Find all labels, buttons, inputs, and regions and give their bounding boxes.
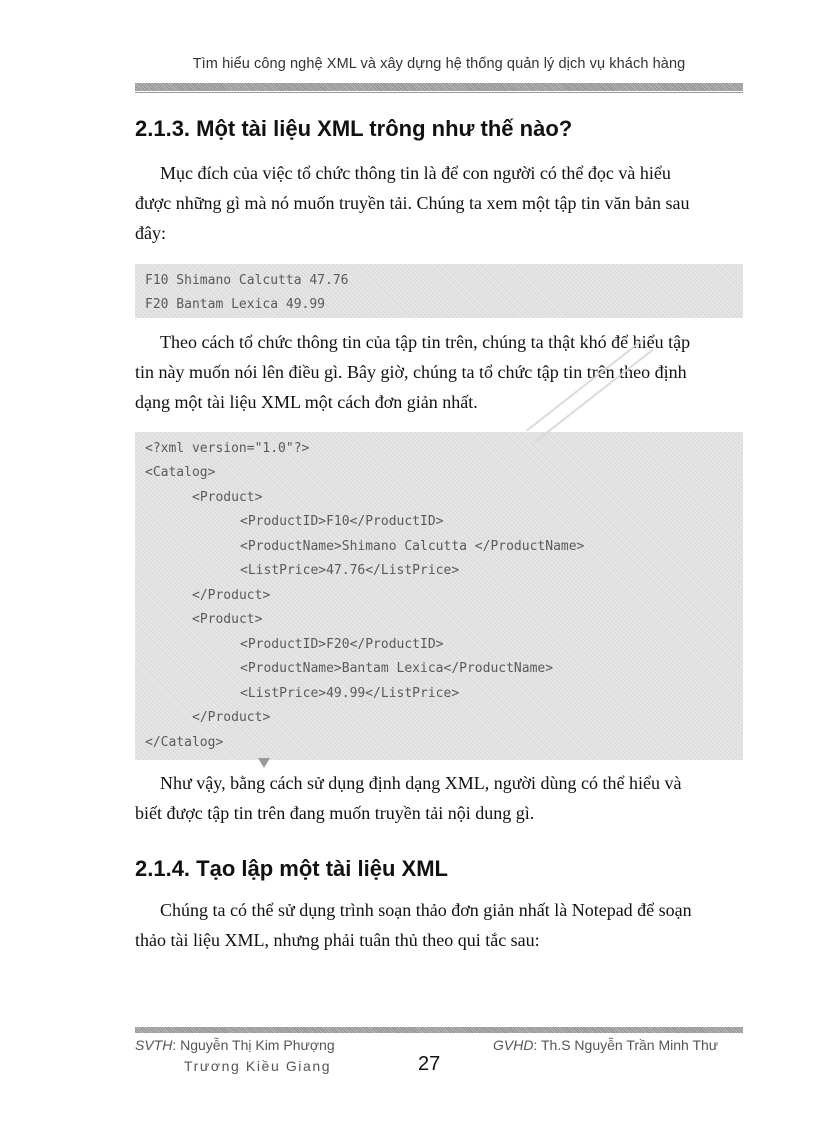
paragraph-line: tin này muốn nói lên điều gì. Bây giờ, chúng ta tổ chức tập tin trên theo định [135, 362, 687, 382]
paragraph-explanation [135, 327, 743, 417]
code-line: <ListPrice>47.76</ListPrice> [240, 563, 460, 578]
footer-svth-name2: Trương Kiều Giang [184, 1058, 332, 1074]
code-line: <ListPrice>49.99</ListPrice> [240, 686, 460, 701]
paragraph-line: dạng một tài liệu XML một cách đơn giản nhất. [135, 392, 478, 412]
code-line: </Product> [192, 710, 271, 725]
paragraph-line: Theo cách tổ chức thông tin của tập tin trên, chúng ta thật khó để hiểu tập [160, 332, 691, 352]
code-line: </Catalog> [145, 735, 224, 750]
page-number: 27 [418, 1053, 441, 1075]
section-heading-2-1-3: 2.1.3. Một tài liệu XML trông như thế nào? [135, 116, 573, 141]
paragraph-notepad [135, 895, 743, 955]
paragraph-line: Mục đích của việc tổ chức thông tin là để con người có thể đọc và hiểu [160, 163, 671, 183]
section-heading-2-1-4: 2.1.4. Tạo lập một tài liệu XML [135, 856, 448, 881]
footer-gvhd-label: GVHD [493, 1037, 534, 1053]
paragraph-conclusion [135, 768, 743, 828]
running-header: Tìm hiểu công nghệ XML và xây dựng hệ thống quản lý dịch vụ khách hàng [192, 56, 686, 72]
header-rule [135, 83, 743, 91]
code-line: <Catalog> [145, 465, 216, 480]
code-line: <Product> [192, 490, 263, 505]
footer-gvhd-name: : Th.S Nguyễn Trần Minh Thư [533, 1037, 719, 1053]
paragraph-line: thảo tài liệu XML, nhưng phải tuân thủ theo qui tắc sau: [135, 930, 540, 950]
code-block-xml [135, 432, 743, 760]
paragraph-line: được những gì mà nó muốn truyền tải. Chúng ta xem một tập tin văn bản sau [135, 193, 690, 213]
watermark-mark [258, 758, 270, 768]
footer-gvhd [493, 1037, 718, 1053]
footer-svth [135, 1037, 335, 1053]
code-line: F10 Shimano Calcutta 47.76 [145, 273, 349, 288]
code-line: <Product> [192, 612, 263, 627]
code-line: <ProductName>Shimano Calcutta </ProductName> [240, 539, 585, 554]
footer-svth-name: : Nguyễn Thị Kim Phượng [172, 1037, 335, 1053]
paragraph-intro [135, 158, 743, 248]
paragraph-line: biết được tập tin trên đang muốn truyền tải nội dung gì. [135, 803, 535, 823]
code-line: <?xml version="1.0"?> [145, 441, 310, 456]
code-block-plain-text [135, 264, 743, 318]
footer-svth-label: SVTH [135, 1037, 173, 1053]
code-line: <ProductID>F20</ProductID> [240, 637, 444, 652]
code-line: <ProductName>Bantam Lexica</ProductName> [240, 661, 554, 676]
paragraph-line: Như vậy, bằng cách sử dụng định dạng XML, người dùng có thể hiểu và [160, 773, 682, 793]
code-line: <ProductID>F10</ProductID> [240, 514, 444, 529]
code-line: F20 Bantam Lexica 49.99 [145, 297, 326, 312]
paragraph-line: đây: [135, 223, 166, 243]
paragraph-line: Chúng ta có thể sử dụng trình soạn thảo đơn giản nhất là Notepad để soạn [160, 900, 692, 920]
code-line: </Product> [192, 588, 271, 603]
footer-rule [135, 1027, 743, 1033]
